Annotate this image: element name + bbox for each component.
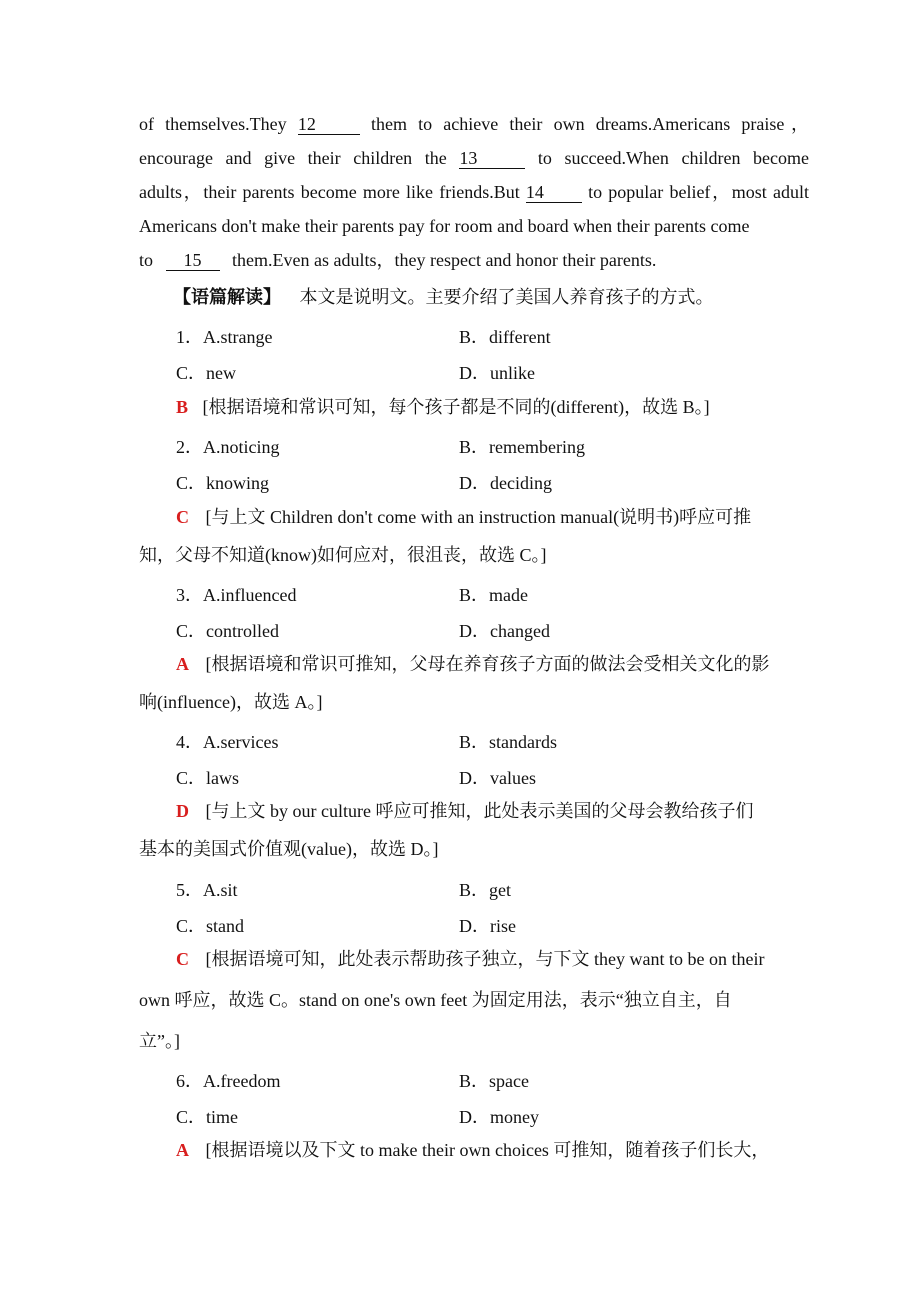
passage-text: adults，their parents become more like friends.But [139,182,520,202]
q2-explanation: [与上文 Children don't come with an instruction manual(说明书)呼应可推 [205,507,752,527]
q1-option-b: B．different [459,327,551,347]
q4-option-c: C．laws [176,768,239,788]
blank-13: 13 [459,148,525,169]
q5-option-c: C．stand [176,916,245,936]
q3-explanation: [根据语境和常识可推知，父母在养育孩子方面的做法会受相关文化的影 [205,654,770,674]
q3-explanation-cont: 响(influence)，故选 A。] [139,692,323,712]
passage-text: of themselves.They [139,114,287,134]
q3-option-a: 3．A.influenced [176,585,297,605]
q2-answer-line [176,506,751,528]
passage-line-4: Americans don't make their parents pay for room and board when their parents come [139,216,750,236]
passage-line-1 [139,113,809,135]
q1-answer: B [176,397,189,417]
q5-answer-line [176,948,764,970]
q4-explanation-cont: 基本的美国式价值观(value)，故选 D。] [139,839,439,859]
q4-answer-line [176,800,753,822]
passage-text: them.Even as adults，they respect and honor their parents. [232,250,657,270]
passage-analysis [173,286,714,308]
q5-answer: C [176,949,189,969]
q6-answer: A [176,1140,189,1160]
passage-line-2 [139,147,809,169]
q1-option-c: C．new [176,363,236,383]
q3-option-d: D．changed [459,621,550,641]
q3-answer-line [176,653,770,675]
q6-option-c: C．time [176,1107,238,1127]
q3-option-c: C．controlled [176,621,279,641]
analysis-text: 本文是说明文。主要介绍了美国人养育孩子的方式。 [299,287,714,307]
q1-explanation: [根据语境和常识可知，每个孩子都是不同的(different)，故选 B。] [202,397,710,417]
q6-answer-line [176,1139,769,1161]
q5-option-b: B．get [459,880,511,900]
passage-line-3 [139,181,809,203]
passage-line-5 [139,249,656,271]
analysis-label: 【语篇解读】 [173,287,281,307]
q2-option-c: C．knowing [176,473,270,493]
q2-explanation-cont: 知，父母不知道(know)如何应对，很沮丧，故选 C。] [139,545,547,565]
q5-explanation-cont-2: 立”。] [139,1031,180,1051]
q6-option-d: D．money [459,1107,539,1127]
q1-answer-line [176,396,710,418]
q4-answer: D [176,801,189,821]
q6-option-a: 6．A.freedom [176,1071,281,1091]
q6-option-b: B．space [459,1071,529,1091]
passage-text: them to achieve their own dreams.Americans praise， [370,114,810,134]
q1-option-d: D．unlike [459,363,535,383]
blank-12: 12 [298,114,360,135]
q5-explanation-cont: own 呼应，故选 C。stand on one's own feet 为固定用法，表示“独立自主，自 [139,990,732,1010]
q4-option-a: 4．A.services [176,732,279,752]
blank-15: 15 [166,250,220,271]
q2-option-b: B．remembering [459,437,585,457]
q3-answer: A [176,654,189,674]
q4-option-d: D．values [459,768,536,788]
q1-option-a: 1．A.strange [176,327,273,347]
q5-option-d: D．rise [459,916,516,936]
q2-option-a: 2．A.noticing [176,437,280,457]
q5-explanation: [根据语境可知，此处表示帮助孩子独立，与下文 they want to be on their [205,949,765,969]
passage-text: to succeed.When children become [537,148,810,168]
q2-answer: C [176,507,189,527]
passage-text: encourage and give their children the [139,148,447,168]
passage-text: to popular belief，most adult [588,182,809,202]
q6-explanation: [根据语境以及下文 to make their own choices 可推知，随着孩子们长大， [205,1140,770,1160]
q4-explanation: [与上文 by our culture 呼应可推知，此处表示美国的父母会教给孩子们 [205,801,754,821]
q4-option-b: B．standards [459,732,557,752]
q3-option-b: B．made [459,585,528,605]
passage-text: to [139,250,154,270]
blank-14: 14 [526,182,582,203]
q5-option-a: 5．A.sit [176,880,238,900]
q2-option-d: D．deciding [459,473,552,493]
